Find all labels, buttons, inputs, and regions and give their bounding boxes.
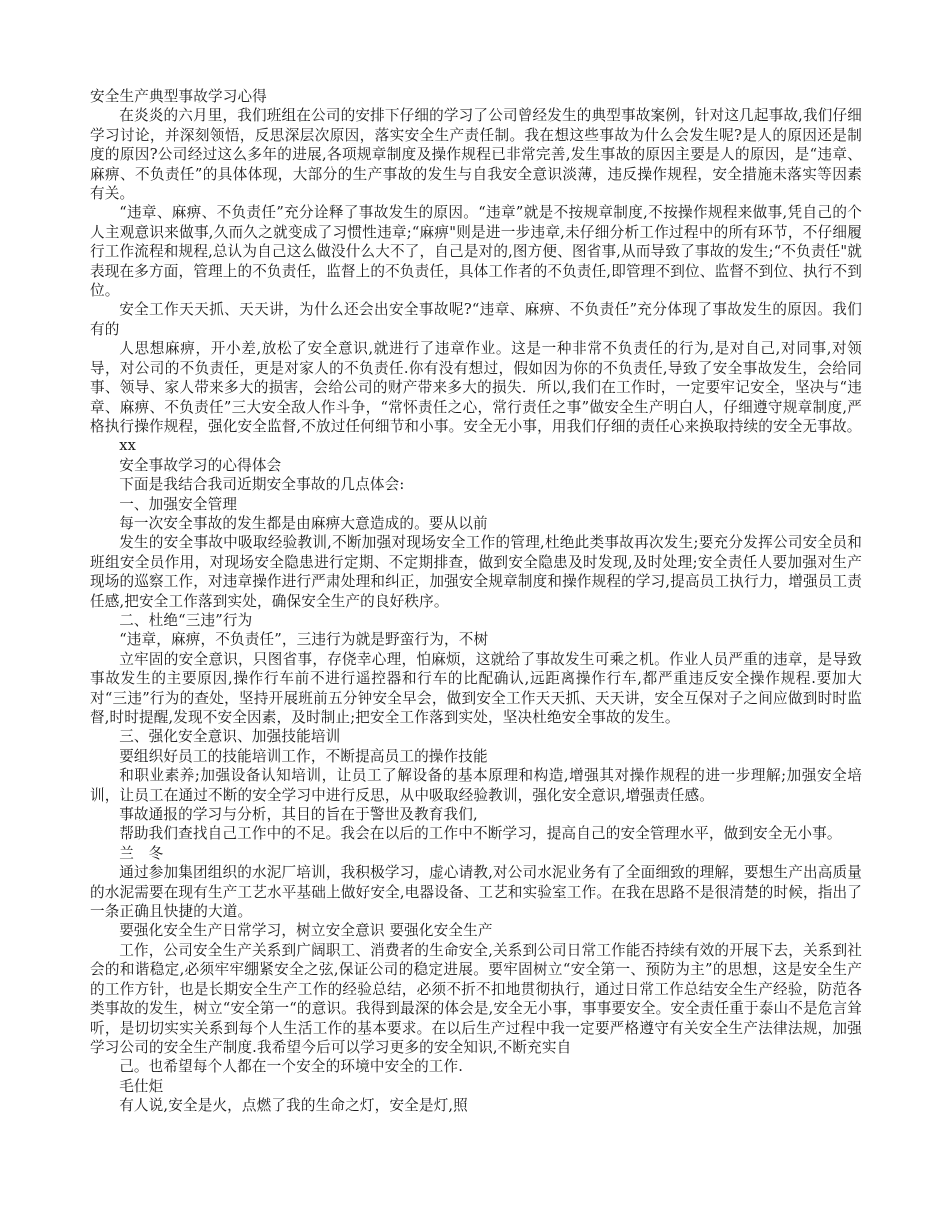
text-line: 要强化安全生产日常学习，树立安全意识 要强化安全生产 (119, 922, 493, 940)
paragraph: 和职业素养;加强设备认知培训，让员工了解设备的基本原理和构造,增强其对操作规程的进一步理解;加强安全培训，让员工在通过不断的安全学习中进行反思，从中吸取经验教训，强化安全意识,增强责任感。 (90, 767, 862, 804)
paragraph: 工作，公司安全生产关系到广阔职工、消费者的生命安全,关系到公司日常工作能否持续有效的开展下去，关系到社会的和谐稳定,必须牢牢绷紧安全之弦,保证公司的稳定进展。要牢固树立“安全第一、预防为主”的思想，这是安全生产的工作方针，也是长期安全生产工作的经验总结，必须不折不扣地贯彻执行，通过日常工作总结安全生产经验，防范各类事故的发生，树立“安全第一“的意识。我得到最深的体会是,安全无小事，事事要安全。安全责任重于泰山不是危言耸听，是切切实实关系到每个人生活工作的基本要求。在以后生产过程中我一定要严格遵守有关安全生产法律法规，加强学习公司的安全生产制度.我希望今后可以学习更多的安全知识,不断充实自 (90, 941, 862, 1056)
text-line: 毛仕炬 (119, 1077, 164, 1095)
paragraph: 帮助我们查找自己工作中的不足。我会在以后的工作中不断学习，提高自己的安全管理水平，做到安全无小事。 (119, 825, 842, 843)
text-line: xx (119, 437, 136, 455)
text-line: 下面是我结合我司近期安全事故的几点体会: (119, 476, 405, 494)
document-title: 安全生产典型事故学习心得 (90, 88, 267, 105)
paragraph: 发生的安全事故中吸取经验教训,不断加强对现场安全工作的管理,杜绝此类事故再次发生;要充分发挥公司安全员和班组安全员作用，对现场安全隐患进行定期、不定期排查，做到安全隐患及时发现,及时处理;安全责任人要加强对生产现场的巡察工作，对违章操作进行严肃处理和纠正，加强安全规章制度和操作规程的学习,提高员工执行力，增强员工责任感,把安全工作落到实处，确保安全生产的良好秩序。 (90, 534, 862, 610)
text-line: 安全事故学习的心得体会 (119, 456, 282, 474)
text-line: 一、加强安全管理 (119, 495, 238, 513)
text-line: 要组织好员工的技能培训工作，不断提高员工的操作技能 (119, 747, 488, 765)
text-line: 有人说,安全是火，点燃了我的生命之灯，安全是灯,照 (119, 1097, 468, 1115)
paragraph: 在炎炎的六月里，我们班组在公司的安排下仔细的学习了公司曾经发生的典型事故案例，针对这几起事故,我们仔细学习讨论，并深刻领悟，反思深层次原因，落实安全生产责任制。我在想这些事故为什么会发生呢?是人的原因还是制度的原因?公司经过这么多年的进展,各项规章制度及操作规程已非常完善,发生事故的原因主要是人的原因，是“违章、麻痹、不负责任”的具体体现，大部分的生产事故的发生与自我安全意识淡薄，违反操作规程，安全措施未落实等因素有关。 (90, 107, 862, 203)
text-line: 事故通报的学习与分析，其目的旨在于警世及教育我们, (119, 806, 478, 824)
paragraph: 人思想麻痹，开小差,放松了安全意识,就进行了违章作业。这是一种非常不负责任的行为,是对自己,对同事,对领导，对公司的不负责任，更是对家人的不负责任.你有没有想过，假如因为你的不负责任,导致了安全事故发生，会给同事、领导、家人带来多大的损害，会给公司的财产带来多大的损失．所以,我们在工作时，一定要牢记安全，坚决与“违章、麻痹、不负责任”三大安全敌人作斗争，“常怀责任之心，常行责任之事”做安全生产明白人，仔细遵守规章制度,严格执行操作规程，强化安全监督,不放过任何细节和小事。安全无小事，用我们仔细的责任心来换取持续的安全无事故。 (90, 340, 862, 435)
text-line: 三、强化安全意识、加强技能培训 (119, 728, 341, 746)
paragraph: 安全工作天天抓、天天讲，为什么还会出安全事故呢?“违章、麻痹、不负责任”充分体现了事故发生的原因。我们有的 (90, 301, 862, 338)
text-line: 每一次安全事故的发生都是由麻痹大意造成的。要从以前 (119, 514, 488, 532)
text-line: “违章，麻痹，不负责任”，三违行为就是野蛮行为，不树 (119, 631, 489, 649)
paragraph: “违章、麻痹、不负责任”充分诠释了事故发生的原因。“违章”就是不按规章制度,不按操作规程来做事,凭自己的个人主观意识来做事,久而久之就变成了习惯性违章;“麻痹"则是进一步违章,未仔细分析工作过程中的所有环节，不仔细履行工作流程和规程,总认为自己这么做没什么大不了，自己是对的,图方便、图省事,从而导致了事故的发生;“不负责任"就表现在多方面，管理上的不负责任，监督上的不负责任，具体工作者的不负责任,即管理不到位、监督不到位、执行不到位。 (90, 204, 862, 300)
document-content (90, 106, 862, 1115)
paragraph: 通过参加集团组织的水泥厂培训，我积极学习，虚心请教,对公司水泥业务有了全面细致的理解，要想生产出高质量的水泥需要在现有生产工艺水平基础上做好安全,电器设备、工艺和实验室工作。在我在思路不是很清楚的时候，指出了一条正确且快捷的大道。 (90, 864, 862, 921)
text-line: 己。也希望每个人都在一个安全的环境中安全的工作. (119, 1058, 464, 1076)
document-body (90, 87, 862, 1116)
text-line: 兰 冬 (119, 844, 164, 862)
paragraph: 立牢固的安全意识，只图省事，存侥幸心理，怕麻烦，这就给了事故发生可乘之机。作业人员严重的违章，是导致事故发生的主要原因,操作行车前不进行遥控器和行车的比配确认,远距离操作行车,都严重违反安全操作规程.要加大对“三违”行为的查处，坚持开展班前五分钟安全早会，做到安全工作天天抓、天天讲，安全互保对子之间应做到时时监督,时时提醒,发现不安全因素，及时制止;把安全工作落到实处，坚决杜绝安全事故的发生。 (90, 650, 862, 726)
text-line: 二、杜绝“三违”行为 (119, 611, 253, 629)
